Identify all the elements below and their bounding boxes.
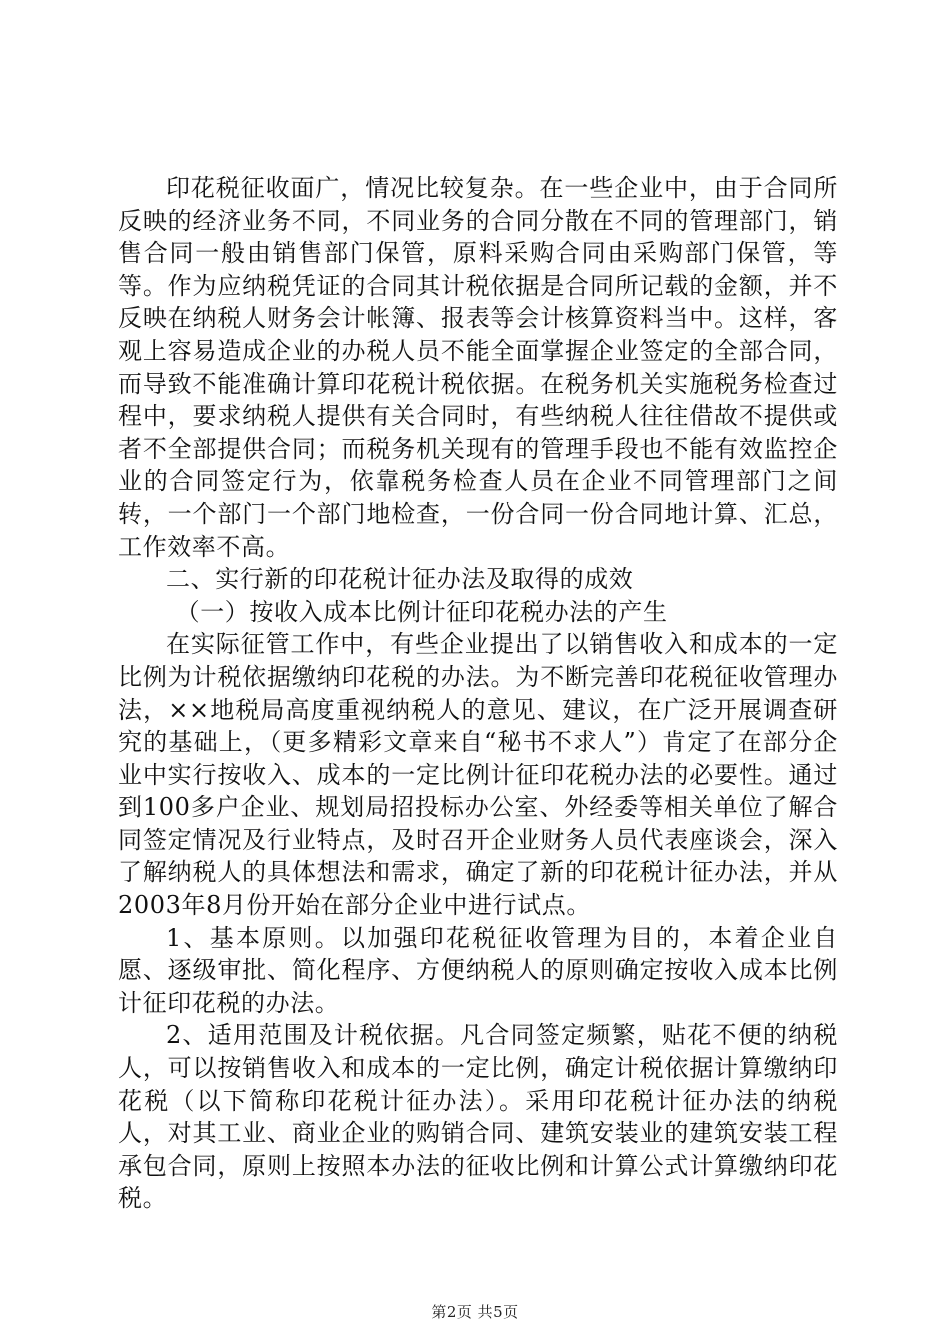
subsection-heading-1: （一）按收入成本比例计征印花税办法的产生 xyxy=(175,597,668,626)
paragraph-origin: 在实际征管工作中，有些企业提出了以销售收入和成本的一定比例为计税依据缴纳印花税的办法。为不断完善印花税征收管理办法，××地税局高度重视纳税人的意见、建议，在广泛开展调查研究的基础上，（更多精彩文章来自“秘书不求人”）肯定了在部分企业中实行按收入、成本的一定比例计征印花税办法的必要性。通过到100多户企业、规划局招投标办公室、外经委等相关单位了解合同签定情况及行业特点，及时召开企业财务人员代表座谈会，深入了解纳税人的具体想法和需求，确定了新的印花税计征办法，并从2003年8月份开始在部分企业中进行试点。 xyxy=(118,630,838,920)
document-body xyxy=(118,172,838,1215)
section-heading-2: 二、实行新的印花税计征办法及取得的成效 xyxy=(166,565,634,594)
paragraph-intro: 印花税征收面广，情况比较复杂。在一些企业中，由于合同所反映的经济业务不同，不同业务的合同分散在不同的管理部门，销售合同一般由销售部门保管，原料采购合同由采购部门保管，等等。作为应纳税凭证的合同其计税依据是合同所记载的金额，并不反映在纳税人财务会计帐簿、报表等会计核算资料当中。这样，客观上容易造成企业的办税人员不能全面掌握企业签定的全部合同，而导致不能准确计算印花税计税依据。在税务机关实施税务检查过程中，要求纳税人提供有关合同时，有些纳税人往往借故不提供或者不全部提供合同；而税务机关现有的管理手段也不能有效监控企业的合同签定行为，依靠税务检查人员在企业不同管理部门之间转，一个部门一个部门地检查，一份合同一份合同地计算、汇总，工作效率不高。 xyxy=(118,174,838,561)
paragraph-scope: 2、适用范围及计税依据。凡合同签定频繁，贴花不便的纳税人，可以按销售收入和成本的一定比例，确定计税依据计算缴纳印花税（以下简称印花税计征办法）。采用印花税计征办法的纳税人，对其工业、商业企业的购销合同、建筑安装业的建筑安装工程承包合同，原则上按照本办法的征收比例和计算公式计算缴纳印花税。 xyxy=(118,1021,838,1213)
page-footer: 第2页 共5页 xyxy=(431,1303,519,1321)
paragraph-basic-principle: 1、基本原则。以加强印花税征收管理为目的，本着企业自愿、逐级审批、简化程序、方便纳税人的原则确定按收入成本比例计征印花税的办法。 xyxy=(118,923,838,1017)
